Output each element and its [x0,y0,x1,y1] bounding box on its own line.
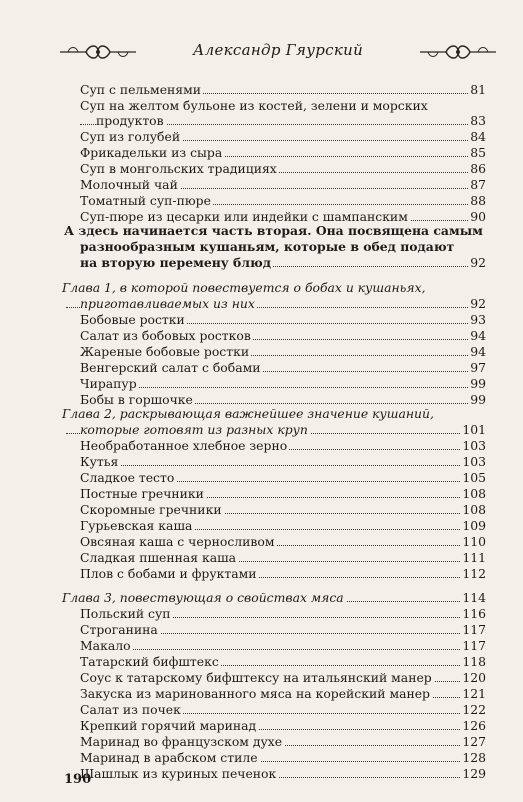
chapter-heading-line2: приготавливаемых из них [80,296,255,311]
toc-entry [66,376,486,391]
entry-title: Молочный чай [80,177,178,192]
entry-title: Бобы в горшочке [80,392,193,407]
entry-page-number: 86 [470,161,486,176]
entry-title: Фрикадельки из сыра [80,145,223,160]
toc-entry [66,344,486,359]
toc-entry [66,145,486,160]
entry-page-number: 88 [470,193,486,208]
entry-page-number: 112 [462,566,486,581]
entry-page-number: 94 [470,344,486,359]
flourish-ornament-left-icon [58,40,138,64]
entry-page-number: 117 [462,638,486,653]
part-heading-line2: разнообразным кушаньям, которые в обед подают [80,239,455,254]
toc-entry [66,654,486,669]
toc-entry [66,486,486,501]
entry-title: Татарский бифштекс [80,654,219,669]
toc-entry [66,193,486,208]
entry-title: Скоромные гречники [80,502,222,517]
page-folio-number: 190 [64,772,92,787]
flourish-ornament-right-icon [418,40,498,64]
entry-title: Сладкая пшенная каша [80,550,237,565]
toc-entry [66,328,486,343]
entry-page-number: 126 [462,718,486,733]
chapter-heading-entry [66,422,486,437]
chapter-heading-entry [62,590,486,605]
toc-entry [66,392,486,407]
entry-title: Строганина [80,622,158,637]
entry-page-number: 110 [462,534,486,549]
entry-page-number: 92 [470,296,486,311]
toc-entry [66,502,486,517]
toc-entry [66,129,486,144]
entry-title: Закуска из маринованного мяса на корейский манер [80,686,430,701]
chapter-heading-line1: Глава 1, в которой повествуется о бобах и кушаньях, [62,280,426,295]
chapter-heading-line1: Глава 2, раскрывающая важнейшее значение кушаний, [62,406,434,421]
entry-title: Кутья [80,454,119,469]
toc-entry [66,566,486,581]
entry-title: Бобовые ростки [80,312,185,327]
entry-title: Плов с бобами и фруктами [80,566,257,581]
entry-page-number: 122 [462,702,486,717]
entry-title: Необработанное хлебное зерно [80,438,288,453]
entry-title: Гурьевская каша [80,518,193,533]
running-header [58,38,498,66]
toc-entry [66,360,486,375]
entry-page-number: 94 [470,328,486,343]
toc-entry [66,312,486,327]
toc-entry [66,209,486,224]
toc-entry [66,686,486,701]
entry-page-number: 99 [470,376,486,391]
entry-page-number: 84 [470,129,486,144]
entry-title: Маринад во французском духе [80,734,283,749]
entry-title: Чирапур [80,376,137,391]
entry-page-number: 87 [470,177,486,192]
entry-page-number: 116 [462,606,486,621]
entry-page-number: 111 [462,550,486,565]
entry-title: Польский суп [80,606,171,621]
entry-page-number: 109 [462,518,486,533]
entry-title: Салат из почек [80,702,181,717]
entry-title: Суп в монгольских традициях [80,161,277,176]
toc-entry [66,161,486,176]
entry-page-number: 108 [462,502,486,517]
entry-page-number: 97 [470,360,486,375]
entry-page-number: 83 [470,113,486,128]
entry-title-line1: Суп на желтом бульоне из костей, зелени и морских [80,98,428,113]
entry-title: Суп-пюре из цесарки или индейки с шампанским [80,209,408,224]
toc-entry [66,606,486,621]
toc-entry [66,534,486,549]
entry-title: Жареные бобовые ростки [80,344,250,359]
entry-page-number: 93 [470,312,486,327]
toc-entry [66,177,486,192]
entry-title-line2: продуктов [96,113,164,128]
entry-title: Овсяная каша с черносливом [80,534,275,549]
entry-page-number: 127 [462,734,486,749]
entry-title: Суп из голубей [80,129,181,144]
leader-dots [80,465,486,466]
entry-title: Суп с пельменями [80,82,201,97]
entry-page-number: 99 [470,392,486,407]
chapter-heading-entry [66,296,486,311]
entry-title: Венгерский салат с бобами [80,360,261,375]
toc-entry [66,766,486,781]
entry-page-number: 128 [462,750,486,765]
entry-title: Маринад в арабском стиле [80,750,258,765]
entry-page-number: 103 [462,438,486,453]
part-heading-entry [66,255,486,270]
entry-title: Крепкий горячий маринад [80,718,257,733]
toc-entry [66,113,486,128]
entry-page-number: 101 [462,422,486,437]
entry-page-number: 108 [462,486,486,501]
entry-page-number: 81 [470,82,486,97]
chapter-heading-line2: которые готовят из разных круп [80,422,308,437]
toc-entry [66,702,486,717]
part-heading-line3: на вторую перемену блюд [80,255,272,270]
toc-entry [66,718,486,733]
entry-page-number: 90 [470,209,486,224]
part-heading-line1: А здесь начинается часть вторая. Она посвящена самым [64,223,483,238]
leader-dots [80,387,486,388]
entry-title: Постные гречники [80,486,204,501]
entry-page-number: 114 [462,590,486,605]
toc-entry [66,670,486,685]
entry-title: Соус к татарскому бифштексу на итальянский манер [80,670,432,685]
entry-page-number: 121 [462,686,486,701]
entry-title: Томатный суп-пюре [80,193,211,208]
leader-dots [80,649,486,650]
entry-title: Салат из бобовых ростков [80,328,251,343]
toc-entry [66,750,486,765]
entry-page-number: 118 [462,654,486,669]
toc-entry [66,438,486,453]
entry-page-number: 117 [462,622,486,637]
entry-title: Сладкое тесто [80,470,175,485]
toc-entry [66,518,486,533]
entry-page-number: 105 [462,470,486,485]
entry-page-number: 103 [462,454,486,469]
chapter-heading-title: Глава 3, повествующая о свойствах мяса [62,590,344,605]
entry-page-number: 92 [470,255,486,270]
header-author-title: Александр Гяурский [192,41,364,59]
toc-entry [66,622,486,637]
entry-page-number: 129 [462,766,486,781]
toc-entry [66,734,486,749]
toc-entry [66,638,486,653]
toc-entry [66,470,486,485]
toc-entry [66,82,486,97]
toc-entry [66,454,486,469]
entry-page-number: 120 [462,670,486,685]
toc-entry [66,550,486,565]
entry-title: Шашлык из куриных печенок [80,766,277,781]
entry-title: Макало [80,638,131,653]
entry-page-number: 85 [470,145,486,160]
